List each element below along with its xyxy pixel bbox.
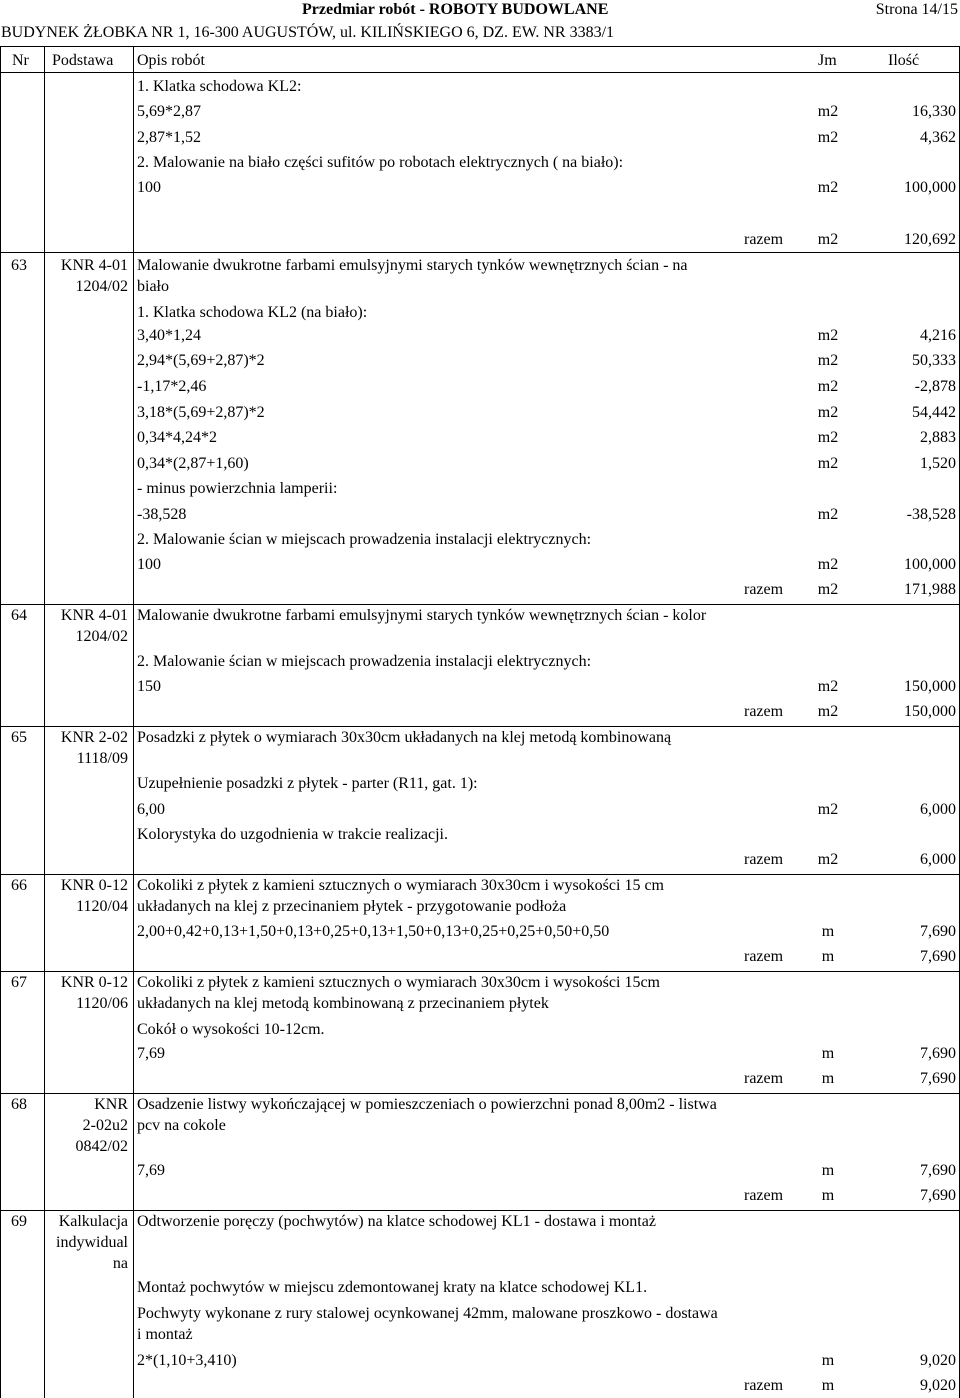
unit: m2 — [817, 404, 839, 421]
item-title: Posadzki z płytek o wymiarach 30x30cm układanych na klej metodą kombinowaną — [137, 729, 672, 746]
measurement-description: Pochwyty wykonane z rury stalowej ocynkowanej 42mm, malowane proszkowo - dostawa — [137, 1305, 718, 1322]
item-basis: KNR 0-12 — [60, 877, 128, 894]
total-quantity: 7,690 — [920, 1070, 956, 1087]
measurement-description: 0,34*4,24*2 — [137, 429, 217, 446]
total-label: razem — [744, 1187, 784, 1204]
unit: m2 — [817, 352, 839, 369]
measurement-description: 3,18*(5,69+2,87)*2 — [137, 404, 265, 421]
total-quantity: 150,000 — [904, 703, 956, 720]
measurement-description: 100 — [137, 179, 161, 196]
row-divider — [0, 46, 960, 47]
total-quantity: 120,692 — [904, 231, 956, 248]
item-number: 69 — [11, 1213, 27, 1230]
measurement-description: 1. Klatka schodowa KL2: — [137, 78, 302, 95]
item-number: 66 — [11, 877, 27, 894]
column-divider — [0, 46, 1, 1398]
col-ilosc: Ilość — [888, 52, 920, 69]
col-jm: Jm — [818, 52, 837, 69]
item-basis: KNR 0-12 — [60, 974, 128, 991]
measurement-description: Uzupełnienie posadzki z płytek - parter (R11, gat. 1): — [137, 775, 478, 792]
unit: m2 — [817, 378, 839, 395]
item-basis: 0842/02 — [75, 1138, 128, 1155]
measurement-description: 7,69 — [137, 1162, 165, 1179]
row-divider — [0, 971, 960, 972]
item-number: 63 — [11, 257, 27, 274]
col-opis: Opis robót — [137, 52, 205, 69]
item-basis: KNR 4-01 — [60, 257, 128, 274]
total-label: razem — [744, 581, 784, 598]
row-divider — [0, 604, 960, 605]
item-title: Osadzenie listwy wykończającej w pomieszczeniach o powierzchni ponad 8,00m2 - listwa — [137, 1096, 717, 1113]
total-unit: m — [821, 948, 835, 965]
unit: m2 — [817, 556, 839, 573]
measurement-description: 2. Malowanie ścian w miejscach prowadzenia instalacji elektrycznych: — [137, 531, 592, 548]
quantity: 2,883 — [920, 429, 956, 446]
item-title: Cokoliki z płytek z kamieni sztucznych o wymiarach 30x30cm i wysokości 15 cm — [137, 877, 664, 894]
measurement-description: 100 — [137, 556, 161, 573]
quantity: 7,690 — [920, 1162, 956, 1179]
unit: m — [821, 1162, 835, 1179]
measurement-description: -38,528 — [137, 506, 187, 523]
measurement-description: 7,69 — [137, 1045, 165, 1062]
item-basis: KNR 4-01 — [60, 607, 128, 624]
item-title: układanych na klej metodą kombinowaną z przecinaniem płytek — [137, 995, 549, 1012]
item-title: Odtworzenie poręczy (pochwytów) na klatce schodowej KL1 - dostawa i montaż — [137, 1213, 656, 1230]
col-podstawa: Podstawa — [52, 52, 114, 69]
item-number: 67 — [11, 974, 27, 991]
measurement-description: 2. Malowanie ścian w miejscach prowadzenia instalacji elektrycznych: — [137, 653, 592, 670]
measurement-description: Kolorystyka do uzgodnienia w trakcie realizacji. — [137, 826, 448, 843]
quantity: 6,000 — [920, 801, 956, 818]
page-number: Strona 14/15 — [875, 1, 958, 18]
quantity: 1,520 — [920, 455, 956, 472]
measurement-description: 2,87*1,52 — [137, 129, 201, 146]
measurement-description: 1. Klatka schodowa KL2 (na biało): — [137, 304, 368, 321]
quantity: -2,878 — [914, 378, 956, 395]
building-address: BUDYNEK ŻŁOBKA NR 1, 16-300 AUGUSTÓW, ul. KILIŃSKIEGO 6, DZ. EW. NR 3383/1 — [1, 24, 615, 41]
quantity: 9,020 — [920, 1352, 956, 1369]
quantity: 7,690 — [920, 923, 956, 940]
unit: m2 — [817, 801, 839, 818]
row-divider — [0, 874, 960, 875]
measurement-description: 2*(1,10+3,410) — [137, 1352, 237, 1369]
quantity: 54,442 — [912, 404, 956, 421]
quantity: 4,216 — [920, 327, 956, 344]
item-title: Cokoliki z płytek z kamieni sztucznych o wymiarach 30x30cm i wysokości 15cm — [137, 974, 660, 991]
measurement-description: - minus powierzchnia lamperii: — [137, 480, 338, 497]
row-divider — [0, 1210, 960, 1211]
item-number: 64 — [11, 607, 27, 624]
unit: m — [821, 923, 835, 940]
item-title: Malowanie dwukrotne farbami emulsyjnymi starych tynków wewnętrznych ścian - kolor — [137, 607, 707, 624]
column-divider — [133, 46, 134, 1398]
unit: m2 — [817, 103, 839, 120]
total-label: razem — [744, 231, 784, 248]
measurement-description: 3,40*1,24 — [137, 327, 201, 344]
quantity: 7,690 — [920, 1045, 956, 1062]
total-quantity: 7,690 — [920, 1187, 956, 1204]
total-unit: m2 — [817, 703, 839, 720]
item-basis: 1120/04 — [76, 898, 128, 915]
quantity: -38,528 — [906, 506, 956, 523]
col-nr: Nr — [12, 52, 29, 69]
total-unit: m2 — [817, 581, 839, 598]
item-title: układanych na klej z przecinaniem płytek - przygotowanie podłoża — [137, 898, 567, 915]
item-basis: 1120/06 — [76, 995, 128, 1012]
quantity: 16,330 — [912, 103, 956, 120]
title-text: Przedmiar robót - ROBOTY BUDOWLANE — [302, 1, 609, 18]
total-unit: m — [821, 1070, 835, 1087]
item-basis: KNR 2-02 — [60, 729, 128, 746]
item-basis: KNR — [94, 1096, 128, 1113]
total-unit: m2 — [817, 851, 839, 868]
quantity: 100,000 — [904, 179, 956, 196]
unit: m2 — [817, 429, 839, 446]
item-basis: 1204/02 — [75, 278, 128, 295]
total-label: razem — [744, 948, 784, 965]
measurement-description: Cokół o wysokości 10-12cm. — [137, 1021, 325, 1038]
quantity: 150,000 — [904, 678, 956, 695]
measurement-description: Montaż pochwytów w miejscu zdemontowanej kraty na klatce schodowej KL1. — [137, 1279, 648, 1296]
row-divider — [0, 252, 960, 253]
total-label: razem — [744, 1070, 784, 1087]
item-title: pcv na cokole — [137, 1117, 226, 1134]
item-basis: Kalkulacja — [58, 1213, 128, 1230]
unit: m2 — [817, 455, 839, 472]
unit: m — [821, 1352, 835, 1369]
measurement-description: 5,69*2,87 — [137, 103, 201, 120]
unit: m2 — [817, 678, 839, 695]
measurement-description: 2,00+0,42+0,13+1,50+0,13+0,25+0,13+1,50+0,13+0,25+0,25+0,50+0,50 — [137, 923, 610, 940]
item-basis: indywidual — [56, 1234, 128, 1251]
row-divider — [0, 72, 960, 73]
total-quantity: 6,000 — [920, 851, 956, 868]
unit: m — [821, 1045, 835, 1062]
total-quantity: 9,020 — [920, 1377, 956, 1394]
total-quantity: 171,988 — [904, 581, 956, 598]
item-basis: 1118/09 — [76, 750, 128, 767]
quantity: 100,000 — [904, 556, 956, 573]
measurement-description: 6,00 — [137, 801, 165, 818]
item-title: biało — [137, 278, 169, 295]
measurement-description: 2,94*(5,69+2,87)*2 — [137, 352, 265, 369]
unit: m2 — [817, 129, 839, 146]
total-label: razem — [744, 703, 784, 720]
measurement-description: -1,17*2,46 — [137, 378, 207, 395]
measurement-description: 150 — [137, 678, 161, 695]
unit: m2 — [817, 179, 839, 196]
measurement-description: i montaż — [137, 1326, 193, 1343]
quantity: 4,362 — [920, 129, 956, 146]
unit: m2 — [817, 506, 839, 523]
total-label: razem — [744, 851, 784, 868]
total-label: razem — [744, 1377, 784, 1394]
row-divider — [0, 1093, 960, 1094]
measurement-description: 0,34*(2,87+1,60) — [137, 455, 249, 472]
column-divider — [44, 46, 45, 1398]
quantity: 50,333 — [912, 352, 956, 369]
item-basis: 2-02u2 — [82, 1117, 128, 1134]
item-number: 68 — [11, 1096, 27, 1113]
unit: m2 — [817, 327, 839, 344]
total-unit: m2 — [817, 231, 839, 248]
total-unit: m — [821, 1377, 835, 1394]
total-quantity: 7,690 — [920, 948, 956, 965]
row-divider — [0, 726, 960, 727]
measurement-description: 2. Malowanie na biało części sufitów po robotach elektrycznych ( na biało): — [137, 154, 624, 171]
item-basis: 1204/02 — [75, 628, 128, 645]
item-basis: na — [112, 1255, 128, 1272]
item-title: Malowanie dwukrotne farbami emulsyjnymi starych tynków wewnętrznych ścian - na — [137, 257, 688, 274]
total-unit: m — [821, 1187, 835, 1204]
item-number: 65 — [11, 729, 27, 746]
